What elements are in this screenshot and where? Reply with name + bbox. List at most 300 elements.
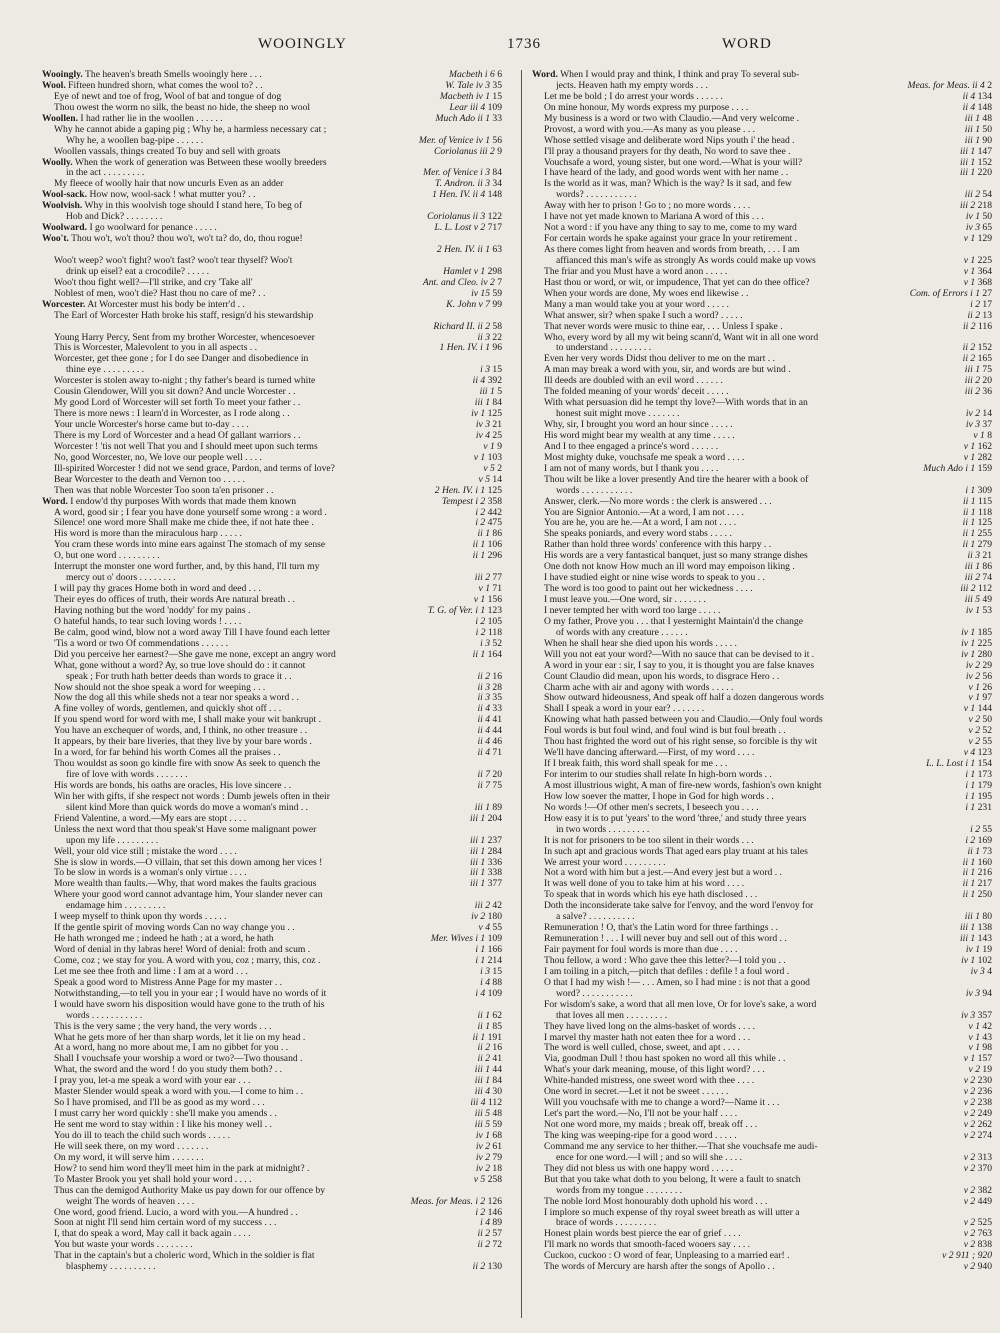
quotation: On mine honour, My words express my purpose . . . . (544, 102, 749, 113)
quotation-text (544, 639, 992, 650)
quotation: Cuckoo, cuckoo : O word of fear, Unpleasing to a married ear! . (544, 1251, 790, 1262)
quotation: Bear Worcester to the death and Vernon too . . . . . (54, 474, 245, 485)
quotation: Thou wilt be like a lover presently And tire the hearer with a book of (544, 474, 809, 485)
line-number: 165 (977, 353, 992, 365)
quotation: I implore so much expense of thy royal sweet breath as will utter a (544, 1207, 800, 1218)
concordance-line (532, 322, 992, 333)
line-number: 449 (977, 1195, 992, 1207)
line-number: 7 (497, 276, 502, 288)
play-act-scene: v 1 (473, 451, 486, 463)
quotation: His word is more than the miraculous harp . . . . . (54, 529, 242, 540)
line-number: 162 (977, 440, 992, 452)
quotation-text (544, 1240, 992, 1251)
quotation: If you spend word for word with me, I shall make your wit bankrupt . (54, 715, 321, 726)
header-right-headword: WORD (722, 36, 772, 52)
concordance-line (42, 475, 502, 486)
concordance-line (532, 256, 992, 267)
play-act-scene: iv 3 (961, 1009, 976, 1021)
quotation-text (556, 628, 992, 639)
line-number: 16 (492, 670, 502, 682)
line-number: 279 (977, 539, 992, 551)
line-number: 370 (977, 1162, 992, 1174)
line-number: 62 (492, 1009, 502, 1021)
quotation: Via, goodman Dull ! thou hast spoken no word all this while . . (544, 1054, 786, 1065)
reference (960, 1197, 992, 1208)
quotation-text (54, 1087, 502, 1098)
concordance-line (532, 672, 992, 683)
play-act-scene: v 1 (963, 440, 976, 452)
concordance-line (42, 956, 502, 967)
quotation: endamage him . . . . . . . . . (66, 901, 166, 912)
quotation: You have an exchequer of words, and, I think, no other treasure . . (54, 726, 308, 737)
concordance-line (532, 1164, 992, 1175)
concordance-line (42, 737, 502, 748)
concordance-line (42, 551, 502, 562)
play-act-scene: iii 1 (474, 397, 490, 409)
quotation: weight The words of heaven . . . . (66, 1196, 195, 1207)
quotation: He will seek there, on my word . . . . . . . (54, 1141, 209, 1152)
line-number: 357 (977, 1009, 992, 1021)
play-act-scene: iii 2 (474, 900, 490, 912)
line-number: 73 (982, 845, 992, 857)
line-number: 179 (977, 779, 992, 791)
play-act-scene: v 2 (963, 1075, 976, 1087)
quotation-text (66, 365, 502, 376)
concordance-line (532, 836, 992, 847)
line-number: 116 (977, 320, 992, 332)
quotation-text (544, 595, 992, 606)
concordance-line (532, 190, 992, 201)
quotation-text (54, 1142, 502, 1153)
reference (430, 147, 502, 158)
play-act-scene: iv 2 (475, 1162, 490, 1174)
concordance-line (532, 1022, 992, 1033)
quotation-text (54, 1229, 502, 1240)
play-act-scene: v 2 (963, 1086, 976, 1098)
concordance-line (532, 1186, 992, 1197)
line-number: 763 (977, 1228, 992, 1240)
concordance-line (42, 901, 502, 912)
concordance-line (42, 1142, 502, 1153)
quotation-text (556, 1011, 992, 1022)
line-number: 37 (982, 419, 992, 430)
play-act-scene: iii 1 (964, 364, 980, 376)
quotation: My good Lord of Worcester will set forth To meet your father . . (54, 398, 301, 409)
quotation-text (66, 1011, 502, 1022)
line-number: 20 (982, 375, 992, 387)
quotation: A most illustrious wight, A man of fire-new words, fashion's own knight (544, 780, 822, 791)
quotation: My fleece of woolly hair that now uncurls Even as an adder (54, 179, 284, 190)
concordance-line (532, 978, 992, 989)
quotation: What's your dark meaning, mouse, of this light word? . . . (544, 1065, 765, 1076)
line-number: 80 (982, 911, 992, 923)
quotation: Did you perceive her earnest?—She gave me none, except an angry word (54, 649, 336, 660)
line-number: 220 (977, 167, 992, 179)
quotation: That never words were music to thine ear, . . . Unless I spake . (544, 321, 783, 332)
quotation-text (556, 1153, 992, 1164)
play-act-scene: v 2 (963, 1097, 976, 1109)
play-act-scene: iv 2 (475, 1140, 490, 1152)
quotation: O that I had my wish !— . . . Amen, so I had mine : is not that a good (544, 977, 810, 988)
quotation-text (54, 256, 502, 267)
play-act-scene: iv 1 (961, 637, 976, 649)
concordance-line (532, 147, 992, 158)
quotation: On my word, it will serve him . . . . . . . (54, 1152, 204, 1163)
quotation: Even her very words Didst thou deliver to me on the mart . . (544, 354, 775, 365)
quotation: I would have sworn his disposition would have gone to the truth of his (54, 999, 325, 1010)
line-number: 160 (977, 856, 992, 868)
line-number: 75 (982, 364, 992, 376)
quotation: I must leave you.—One word, sir . . . . . . . (544, 595, 706, 605)
concordance-line (532, 628, 992, 639)
line-number: 96 (492, 342, 502, 354)
line-number: 164 (487, 648, 502, 660)
line-number: 442 (487, 506, 502, 518)
quotation: Their eyes do offices of truth, their words Are natural breath . . (54, 595, 295, 605)
quotation-text (54, 442, 502, 453)
concordance-line (532, 420, 992, 431)
concordance-line (532, 1098, 992, 1109)
play-act-scene: Meas. for Meas. i 2 (410, 1195, 486, 1207)
quotation-text (54, 1000, 502, 1011)
reference (469, 551, 502, 562)
quotation-text (556, 409, 992, 420)
line-number: 15 (492, 965, 502, 977)
quotation-text (54, 464, 502, 475)
concordance-line (532, 1065, 992, 1076)
concordance-line (42, 912, 502, 923)
headword: Wooingly. (42, 70, 83, 80)
play-act-scene: v 2 (968, 1064, 980, 1076)
line-number: 382 (977, 1184, 992, 1196)
quotation: When he shall hear she died upon his words . . . . . (544, 638, 737, 649)
play-act-scene: iv 3 (965, 987, 980, 999)
quotation-text (556, 912, 992, 923)
concordance-line (532, 311, 992, 322)
quotation: His words are bonds, his oaths are oracles, His love sincere . . (54, 780, 292, 791)
line-number: 284 (487, 845, 502, 857)
play-act-scene: v 2 (963, 1195, 976, 1207)
concordance-line (42, 879, 502, 890)
line-number: 94 (982, 987, 992, 999)
concordance-line (42, 825, 502, 836)
quotation: affianced this man's wife as strongly As words could make up vows (556, 255, 816, 266)
concordance-line (42, 1131, 502, 1142)
quotation: Will you vouchsafe with me to change a word?—Name it . . . (544, 1098, 780, 1109)
play-act-scene: iii 1 (960, 933, 976, 945)
play-act-scene: Macbeth iv 1 (439, 90, 490, 102)
play-act-scene: i 2 (970, 298, 980, 310)
reference (960, 1262, 992, 1273)
quotation-text (544, 333, 992, 344)
quotation-text (54, 661, 502, 672)
line-number: 280 (977, 648, 992, 660)
quotation: Answer, clerk.—No more words : the clerk is answered . . . (544, 496, 772, 507)
play-act-scene: L. L. Lost i 1 (926, 758, 976, 770)
concordance-line (42, 1043, 502, 1054)
play-act-scene: i 2 (475, 506, 486, 518)
play-act-scene: iii 2 (474, 572, 490, 584)
quotation: The Earl of Worcester Hath broke his staff, resign'd his stewardship (54, 310, 314, 321)
concordance-line (532, 300, 992, 311)
play-act-scene: iv 3 (965, 419, 980, 430)
reference (919, 464, 992, 475)
play-act-scene: v 2 (963, 1184, 976, 1196)
concordance-line (42, 836, 502, 847)
quotation: We arrest your word . . . . . . . . . (544, 857, 666, 868)
quotation-text (556, 256, 992, 267)
play-act-scene: ii 7 (477, 779, 490, 791)
quotation-text (544, 672, 992, 683)
quotation-text (66, 672, 502, 683)
play-act-scene: iv 1 (965, 211, 980, 223)
concordance-line (532, 1043, 992, 1054)
play-act-scene: i 1 (475, 944, 486, 955)
quotation: In such apt and gracious words That aged ears play truant at his tales (544, 846, 808, 857)
quotation-text (54, 912, 502, 923)
concordance-line (42, 617, 502, 628)
quotation-text (54, 759, 502, 770)
concordance-line (42, 431, 502, 442)
line-number: 52 (982, 725, 992, 737)
quotation: in the act . . . . . . . . . (66, 168, 145, 179)
concordance-line (42, 814, 502, 825)
play-act-scene: iii 1 (470, 834, 486, 846)
quotation-text (556, 486, 992, 497)
quotation-text (544, 1000, 992, 1011)
concordance-line (42, 322, 502, 333)
line-number: 36 (982, 386, 992, 398)
line-number: 14 (492, 473, 502, 485)
concordance-line (532, 715, 992, 726)
quotation: that loves all men . . . . . . . . . (556, 1010, 668, 1021)
quotation-text (54, 518, 502, 529)
quotation-text (54, 814, 502, 825)
play-act-scene: iv 3 (970, 965, 985, 977)
line-number: 214 (487, 954, 502, 966)
concordance-line (532, 464, 992, 475)
concordance-line (532, 376, 992, 387)
line-number: 55 (982, 736, 992, 748)
concordance-line (532, 289, 992, 300)
concordance-line (42, 70, 502, 81)
play-act-scene: i 2 (475, 615, 486, 627)
quotation-text (54, 1153, 502, 1164)
line-number: 25 (492, 429, 502, 441)
line-number: 103 (487, 451, 502, 463)
play-act-scene: iv 2 (471, 911, 486, 923)
play-act-scene: W. Tale iv 3 (445, 79, 490, 91)
play-act-scene: v 1 (973, 429, 985, 441)
line-number: 89 (492, 1217, 502, 1229)
quotation: A fine volley of words, gentlemen, and quickly shot off . . . (54, 704, 282, 715)
quotation: fire of love with words . . . . . . . (66, 770, 188, 780)
quotation-text (54, 431, 502, 442)
play-act-scene: v 2 (963, 1228, 976, 1240)
play-act-scene: v 5 (473, 1173, 486, 1185)
quotation: To speak that in words which his eye hath disclosed . . . (544, 890, 758, 901)
quotation: There is my Lord of Worcester and a head Of gallant warriors . . (54, 430, 301, 441)
quotation-text (544, 354, 992, 365)
play-act-scene: Richard II. ii 2 (433, 320, 490, 332)
quotation: The word is well culled, chose, sweet, and apt . . . . (544, 1043, 740, 1054)
quotation: What, the sword and the word ! do you study them both? . . (54, 1065, 283, 1076)
quotation-text (54, 956, 502, 967)
quotation: It appears, by their bare liveries, that they live by your bare words . (54, 737, 312, 748)
reference (961, 803, 992, 814)
play-act-scene: i 3 (480, 637, 490, 649)
concordance-line (42, 343, 502, 354)
quotation: Shall I vouchsafe your worship a word or two?—Two thousand . (54, 1054, 303, 1065)
quotation-text (54, 354, 502, 365)
quotation: 'Tis a word or two Of commendations . . . . . . (54, 638, 229, 649)
concordance-line (532, 212, 992, 223)
line-number: 156 (487, 594, 502, 605)
line-number: 6 (497, 70, 502, 80)
play-act-scene: i 4 (480, 976, 490, 988)
play-act-scene: v 1 (473, 594, 486, 605)
quotation-text (544, 147, 992, 158)
quotation-text (544, 475, 992, 486)
quotation: There is more news : I learn'd in Worcester, as I rode along . . (54, 409, 290, 420)
quotation-text (54, 540, 502, 551)
quotation: I endow'd thy purposes With words that made them known (70, 496, 297, 507)
concordance-line (42, 136, 502, 147)
line-number: 48 (492, 1108, 502, 1120)
line-number: 85 (492, 1020, 502, 1032)
concordance-line (42, 92, 502, 103)
line-number: 84 (492, 397, 502, 409)
concordance-line (42, 1000, 502, 1011)
concordance-line (532, 847, 992, 858)
play-act-scene: v 4 (963, 747, 976, 759)
concordance-line (532, 92, 992, 103)
quotation-text (544, 923, 992, 934)
line-number: 102 (977, 954, 992, 966)
quotation: Count Claudio did mean, upon his words, to disgrace Hero . . (544, 671, 780, 682)
play-act-scene: ii 1 (472, 648, 486, 660)
quotation: Not a word with him but a jest.—And every jest but a word . . (544, 868, 782, 879)
line-number: 20 (492, 769, 502, 780)
line-number: 71 (492, 747, 502, 759)
line-number: 17 (982, 298, 992, 310)
line-number: 19 (982, 944, 992, 955)
line-number: 123 (487, 604, 502, 616)
line-number: 338 (487, 867, 502, 879)
line-number: 134 (977, 90, 992, 102)
concordance-line (532, 934, 992, 945)
quotation-text (54, 1120, 502, 1131)
concordance-line (532, 387, 992, 398)
line-number: 33 (492, 112, 502, 124)
line-number: 125 (487, 484, 502, 496)
quotation-text (544, 847, 992, 858)
line-number: 43 (982, 1031, 992, 1043)
quotation: My business is a word or two with Claudio.—And very welcome . (544, 113, 800, 124)
quotation: He hath wronged me ; indeed he hath ; at a word, he hath (54, 934, 274, 945)
concordance-line (42, 967, 502, 978)
quotation-text (66, 803, 502, 814)
line-number: 138 (977, 922, 992, 934)
quotation: jects. Heaven hath my empty words . . . (556, 80, 708, 91)
play-act-scene: i 2 (965, 834, 976, 846)
quotation-text (54, 639, 502, 650)
reference (473, 748, 502, 759)
column-divider (521, 70, 522, 1318)
line-number: 126 (487, 1195, 502, 1207)
quotation-text (544, 1043, 992, 1054)
quotation: That in the captain's but a choleric word, Which in the soldier is flat (54, 1251, 315, 1262)
quotation: I am not of many words, but I thank you . . . . (544, 463, 719, 474)
line-number: 44 (492, 725, 502, 737)
concordance-line (532, 770, 992, 781)
concordance-line (42, 245, 502, 256)
line-number: 59 (492, 1119, 502, 1130)
quotation: Thou wouldst as soon go kindle fire with snow As seek to quench the (54, 759, 321, 770)
quotation: His words are a very fantastical banquet, just so many strange dishes (544, 551, 808, 562)
play-act-scene: ii 2 (963, 320, 976, 332)
concordance-line (42, 858, 502, 869)
quotation-text (54, 420, 502, 431)
play-act-scene: ii 3 (967, 550, 980, 562)
quotation: Master Slender would speak a word with you.—I come to him . . (54, 1087, 304, 1098)
concordance-line (532, 551, 992, 562)
quotation-text (544, 792, 992, 803)
quotation: words . . . . . . . . . . . (66, 1010, 143, 1021)
line-number: 84 (492, 1075, 502, 1087)
quotation: We'll have dancing afterward.—First, of my word . . . . (544, 748, 755, 759)
quotation-text (42, 300, 502, 311)
line-number: 72 (492, 1239, 502, 1251)
quotation: Come, coz ; we stay for you. A word with you, coz ; marry, this, coz . (54, 955, 321, 966)
quotation: a salve? . . . . . . . . . . (556, 912, 635, 923)
line-number: 109 (487, 987, 502, 999)
concordance-line (532, 726, 992, 737)
concordance-line (532, 158, 992, 169)
reference (466, 879, 502, 890)
play-act-scene: iii 1 (474, 801, 490, 813)
line-number: 118 (977, 506, 992, 518)
line-number: 125 (487, 408, 502, 420)
quotation: Fair payment for foul words is more than due . . . . (544, 945, 738, 955)
line-number: 54 (982, 189, 992, 201)
line-number: 79 (492, 1151, 502, 1163)
play-act-scene: iv 3 (965, 222, 980, 234)
quotation-text (544, 1054, 992, 1065)
quotation-text (66, 573, 502, 584)
concordance-line (532, 967, 992, 978)
play-act-scene: iii 1 (964, 123, 980, 135)
play-act-scene: ii 4 (962, 101, 976, 113)
concordance-line (42, 759, 502, 770)
concordance-line (42, 409, 502, 420)
play-act-scene: ii 1 (472, 550, 486, 562)
quotation-text (54, 387, 502, 398)
concordance-line (42, 715, 502, 726)
line-number: 195 (977, 790, 992, 802)
quotation-text (556, 989, 992, 1000)
line-number: 59 (492, 287, 502, 299)
quotation-text (54, 704, 502, 715)
quotation-text (544, 934, 992, 945)
line-number: 274 (977, 1129, 992, 1141)
quotation: Why in this woolvish toge should I stand here, To beg of (84, 201, 303, 212)
concordance-line (532, 759, 992, 770)
play-act-scene: v 4 (478, 922, 490, 934)
line-number: 22 (492, 331, 502, 343)
play-act-scene: ii 1 (967, 845, 980, 857)
quotation-text (54, 551, 502, 562)
